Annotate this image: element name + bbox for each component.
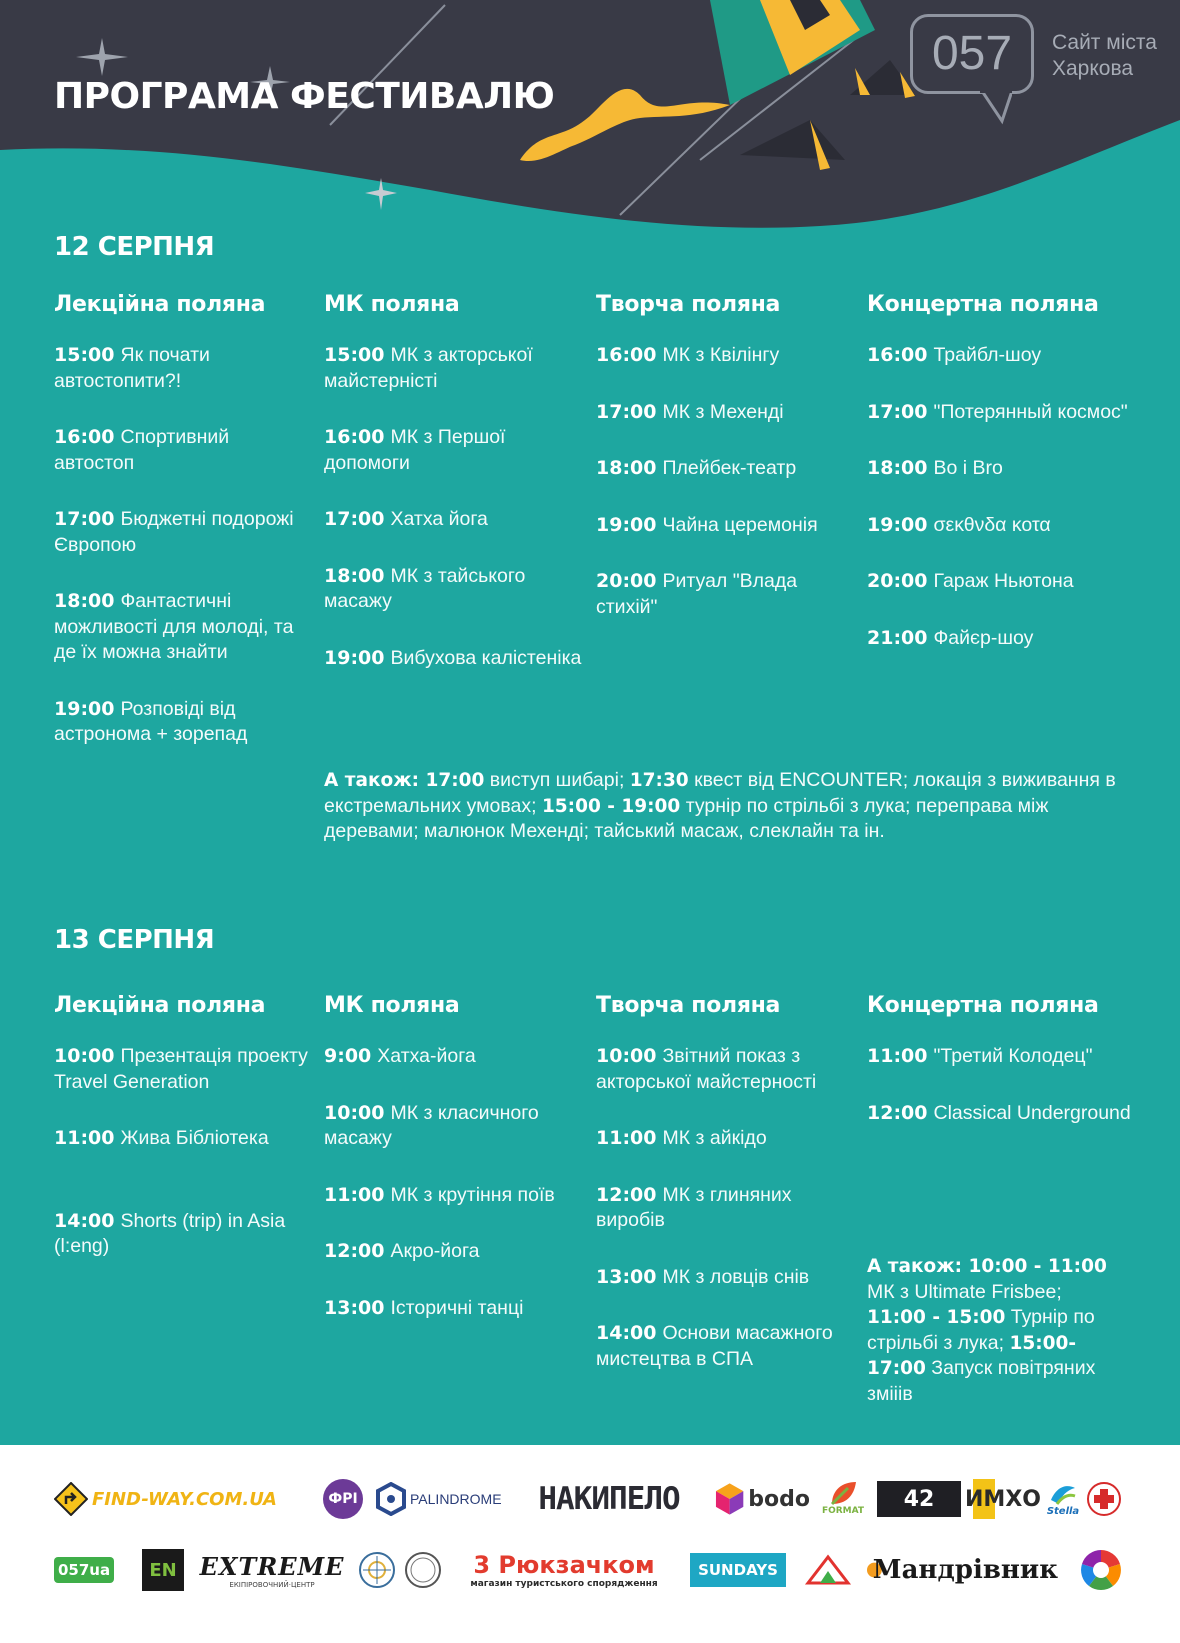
- event-time: 17:00: [54, 508, 115, 530]
- event-item: [596, 1183, 854, 1234]
- leaf-icon: [828, 1480, 858, 1506]
- day-2-column-mk: [324, 992, 582, 1352]
- event-time: 11:00: [596, 1127, 657, 1149]
- event-item: [324, 425, 582, 476]
- logo-bodo: bodo: [714, 1479, 810, 1519]
- event-time: 16:00: [596, 344, 657, 366]
- event-item: [54, 1126, 312, 1152]
- event-text: "Третий Колодец": [933, 1045, 1093, 1067]
- event-time: 12:00: [324, 1240, 385, 1262]
- event-item: [867, 456, 1157, 482]
- event-item: [867, 1101, 1157, 1127]
- speech-bubble-tail-icon: [972, 91, 1012, 127]
- stamp-icon: [404, 1551, 442, 1589]
- logo-en: EN: [142, 1549, 184, 1591]
- column-heading: Творча поляна: [596, 292, 781, 317]
- also-time: А також: 10:00 - 11:00: [867, 1256, 1107, 1277]
- column-heading: МК поляна: [324, 292, 460, 317]
- logo-palindrome: PALINDROME: [376, 1481, 511, 1517]
- event-text: Бюджетні подорожі Європою: [54, 508, 294, 556]
- event-text: Хатха-йога: [377, 1045, 476, 1067]
- event-text: Bo i Bro: [933, 457, 1003, 479]
- event-time: 12:00: [596, 1183, 657, 1206]
- also-text: Турнір по стрільбі з лука;: [867, 1306, 1095, 1354]
- day-2-title: 13 СЕРПНЯ: [54, 925, 215, 955]
- event-text: МК з Мехенді: [662, 400, 784, 423]
- event-time: 12:00: [867, 1101, 928, 1124]
- event-item: [596, 1321, 854, 1372]
- event-item: [867, 343, 1157, 369]
- event-item: [54, 589, 312, 666]
- also-text: МК з Ultimate Frisbee;: [867, 1280, 1062, 1303]
- event-item: [867, 1044, 1157, 1070]
- event-text: Трайбл-шоу: [933, 344, 1042, 366]
- event-text: МК з ловців снів: [662, 1265, 810, 1288]
- event-time: 17:00: [596, 400, 657, 423]
- column-heading: Концертна поляна: [867, 292, 1099, 317]
- event-text: "Потерянный космос": [933, 400, 1128, 423]
- event-text: Shorts (trip) in Asia (l:eng): [54, 1209, 286, 1257]
- event-item: [867, 400, 1157, 426]
- event-time: 16:00: [867, 344, 928, 366]
- logo-format: FORMAT: [820, 1475, 866, 1521]
- red-cross-icon: [1086, 1481, 1122, 1517]
- event-time: 18:00: [867, 457, 928, 479]
- event-text: Ритуал "Влада стихій": [596, 570, 798, 618]
- event-text: Вибухова калістеніка: [390, 646, 582, 669]
- event-text: Акро-йога: [390, 1240, 480, 1262]
- rainbow-circle-icon: [1080, 1549, 1122, 1591]
- cube-icon: [714, 1481, 745, 1517]
- logo-z-ryukzachkom: 3 Рюкзачком магазин туристського спорядження: [470, 1551, 658, 1589]
- hexagon-icon: [376, 1482, 406, 1516]
- event-item: [324, 1239, 582, 1265]
- event-time: 19:00: [54, 697, 115, 720]
- wave-icon: [1049, 1482, 1077, 1506]
- mountain-icon: [800, 1549, 856, 1591]
- day-2-column-lecture: [54, 992, 312, 1291]
- day-1-column-lecture: [54, 291, 312, 779]
- event-time: 18:00: [324, 564, 385, 587]
- event-time: 19:00: [867, 513, 928, 536]
- event-item: [596, 343, 854, 369]
- logo-sundays: SUNDAYS: [690, 1553, 786, 1587]
- logo-mandrivnyk: Мандрівник: [866, 1549, 1058, 1591]
- event-item: [324, 1101, 582, 1152]
- event-item: [324, 646, 582, 672]
- event-item: [54, 1209, 312, 1260]
- day-1-column-concert: [867, 291, 1157, 682]
- event-item: [596, 1044, 854, 1095]
- column-heading: МК поляна: [324, 993, 460, 1018]
- event-text: σεκθνδα κοτα: [933, 513, 1051, 536]
- event-time: 17:00: [867, 400, 928, 423]
- event-text: Жива Бібліотека: [120, 1127, 269, 1149]
- also-text: Запуск повітряних змііів: [867, 1357, 1096, 1405]
- event-time: 21:00: [867, 626, 928, 649]
- event-time: 10:00: [54, 1045, 115, 1067]
- event-time: 11:00: [54, 1127, 115, 1149]
- day-1-also-note: [324, 768, 1124, 845]
- event-text: МК з тайського масажу: [324, 564, 526, 612]
- event-time: 14:00: [54, 1209, 115, 1232]
- event-item: [324, 1296, 582, 1322]
- logo-imho: ИМХО: [973, 1479, 1033, 1519]
- event-time: 10:00: [324, 1101, 385, 1124]
- event-text: МК з акторської майстерністі: [324, 344, 533, 392]
- emblem-icon: [358, 1551, 396, 1589]
- event-time: 20:00: [867, 570, 928, 592]
- event-text: Спортивний автостоп: [54, 426, 230, 474]
- column-heading: Лекційна поляна: [54, 292, 266, 317]
- event-text: МК з класичного масажу: [324, 1101, 539, 1149]
- also-text: виступ шибарі;: [484, 769, 630, 791]
- event-time: 13:00: [324, 1296, 385, 1319]
- event-time: 17:00: [324, 508, 385, 530]
- event-time: 14:00: [596, 1322, 657, 1344]
- day-2-column-concert: [867, 992, 1157, 1157]
- event-text: Файєр-шоу: [933, 626, 1034, 649]
- event-text: МК з Квілінгу: [662, 344, 780, 366]
- event-text: Як почати автостопити?!: [54, 344, 210, 392]
- day-1-title: 12 СЕРПНЯ: [54, 232, 215, 262]
- event-time: 18:00: [54, 590, 115, 612]
- also-time: 15:00 - 19:00: [541, 795, 681, 817]
- event-item: [596, 569, 854, 620]
- logo-extreme: EXTREME ЕКІПІРОВОЧНИЙ·ЦЕНТР: [199, 1551, 345, 1589]
- event-text: Гараж Ньютона: [933, 570, 1074, 592]
- event-item: [596, 1265, 854, 1291]
- event-item: [54, 425, 312, 476]
- logo-fri: ФРІ: [323, 1479, 363, 1519]
- event-item: [324, 564, 582, 615]
- column-heading: Творча поляна: [596, 993, 781, 1018]
- event-time: 19:00: [324, 646, 385, 669]
- also-time: А також: 17:00: [324, 770, 485, 791]
- event-text: Фантастичні можливості для молоді, та де їх можна знайти: [54, 590, 294, 663]
- event-text: МК з Першої допомоги: [324, 426, 506, 474]
- logo-42: 42: [877, 1481, 961, 1517]
- event-time: 15:00: [54, 344, 115, 366]
- event-text: Чайна церемонія: [662, 513, 818, 536]
- event-text: Звітний показ з акторської майстерності: [596, 1045, 817, 1093]
- logo-057ua: 057ua: [54, 1549, 130, 1591]
- event-item: [324, 1183, 582, 1209]
- also-time: 11:00 - 15:00: [867, 1307, 1006, 1328]
- event-time: 13:00: [596, 1265, 657, 1288]
- event-time: 16:00: [54, 426, 115, 448]
- event-time: 19:00: [596, 513, 657, 536]
- event-time: 10:00: [596, 1045, 657, 1067]
- event-time: 18:00: [596, 457, 657, 479]
- event-text: Хатха йога: [390, 508, 488, 530]
- event-item: [596, 400, 854, 426]
- sponsor-logos: [0, 1445, 1180, 1643]
- event-text: Основи масажного мистецтва в СПА: [596, 1322, 833, 1370]
- day-2-also-note: [867, 1254, 1117, 1407]
- event-text: МК з айкідо: [662, 1127, 767, 1149]
- road-sign-icon: [54, 1482, 88, 1516]
- event-item: [867, 626, 1157, 652]
- event-item: [54, 507, 312, 558]
- day-1-column-creative: [596, 291, 854, 651]
- also-text: квест від ENCOUNTER; локація з виживання в екстремальних умовах;: [324, 769, 1116, 817]
- event-item: [867, 569, 1157, 595]
- event-time: 16:00: [324, 426, 385, 448]
- site-logo-number: 057: [931, 27, 1013, 80]
- event-text: Презентація проекту Travel Generation: [54, 1045, 308, 1093]
- event-time: 9:00: [324, 1045, 372, 1067]
- day-1-column-mk: [324, 291, 582, 702]
- event-time: 11:00: [867, 1045, 928, 1067]
- event-item: [54, 343, 312, 394]
- event-time: 15:00: [324, 344, 385, 366]
- page-title: ПРОГРАМА ФЕСТИВАЛЮ: [54, 76, 555, 117]
- day-2-column-creative: [596, 992, 854, 1403]
- event-text: МК з глиняних виробів: [596, 1183, 792, 1231]
- also-text: турнір по стрільбі з лука; переправа між деревами; малюнок Мехенді; тайський масаж, слеклайн та ін.: [324, 794, 1049, 842]
- event-item: [54, 697, 312, 748]
- event-text: Історичні танці: [390, 1296, 524, 1319]
- event-item: [596, 1126, 854, 1152]
- column-heading: Концертна поляна: [867, 993, 1099, 1018]
- event-item: [324, 507, 582, 533]
- event-item: [867, 513, 1157, 539]
- event-item: [596, 513, 854, 539]
- event-text: МК з крутіння поїв: [390, 1183, 555, 1206]
- logo-find-way: FIND-WAY.COM.UA: [54, 1481, 299, 1517]
- logo-nakypelo: НАКИПЕЛО: [538, 1481, 680, 1517]
- event-text: Плейбек-театр: [662, 457, 797, 479]
- event-text: Розповіді від астронома + зорепад: [54, 697, 248, 745]
- also-time: 15:00-17:00: [867, 1332, 1077, 1379]
- event-item: [596, 456, 854, 482]
- site-logo-line1: Сайт міста: [1052, 31, 1157, 54]
- event-time: 20:00: [596, 570, 657, 592]
- site-logo-caption: [1052, 30, 1172, 82]
- logo-stella: Stella: [1046, 1477, 1080, 1521]
- event-item: [54, 1044, 312, 1095]
- site-logo-line2: Харкова: [1052, 57, 1134, 80]
- site-logo-057: [910, 14, 1170, 124]
- event-time: 11:00: [324, 1183, 385, 1206]
- event-item: [324, 343, 582, 394]
- also-time: 17:30: [629, 770, 689, 791]
- event-item: [324, 1044, 582, 1070]
- column-heading: Лекційна поляна: [54, 993, 266, 1018]
- event-text: Classical Underground: [933, 1101, 1131, 1124]
